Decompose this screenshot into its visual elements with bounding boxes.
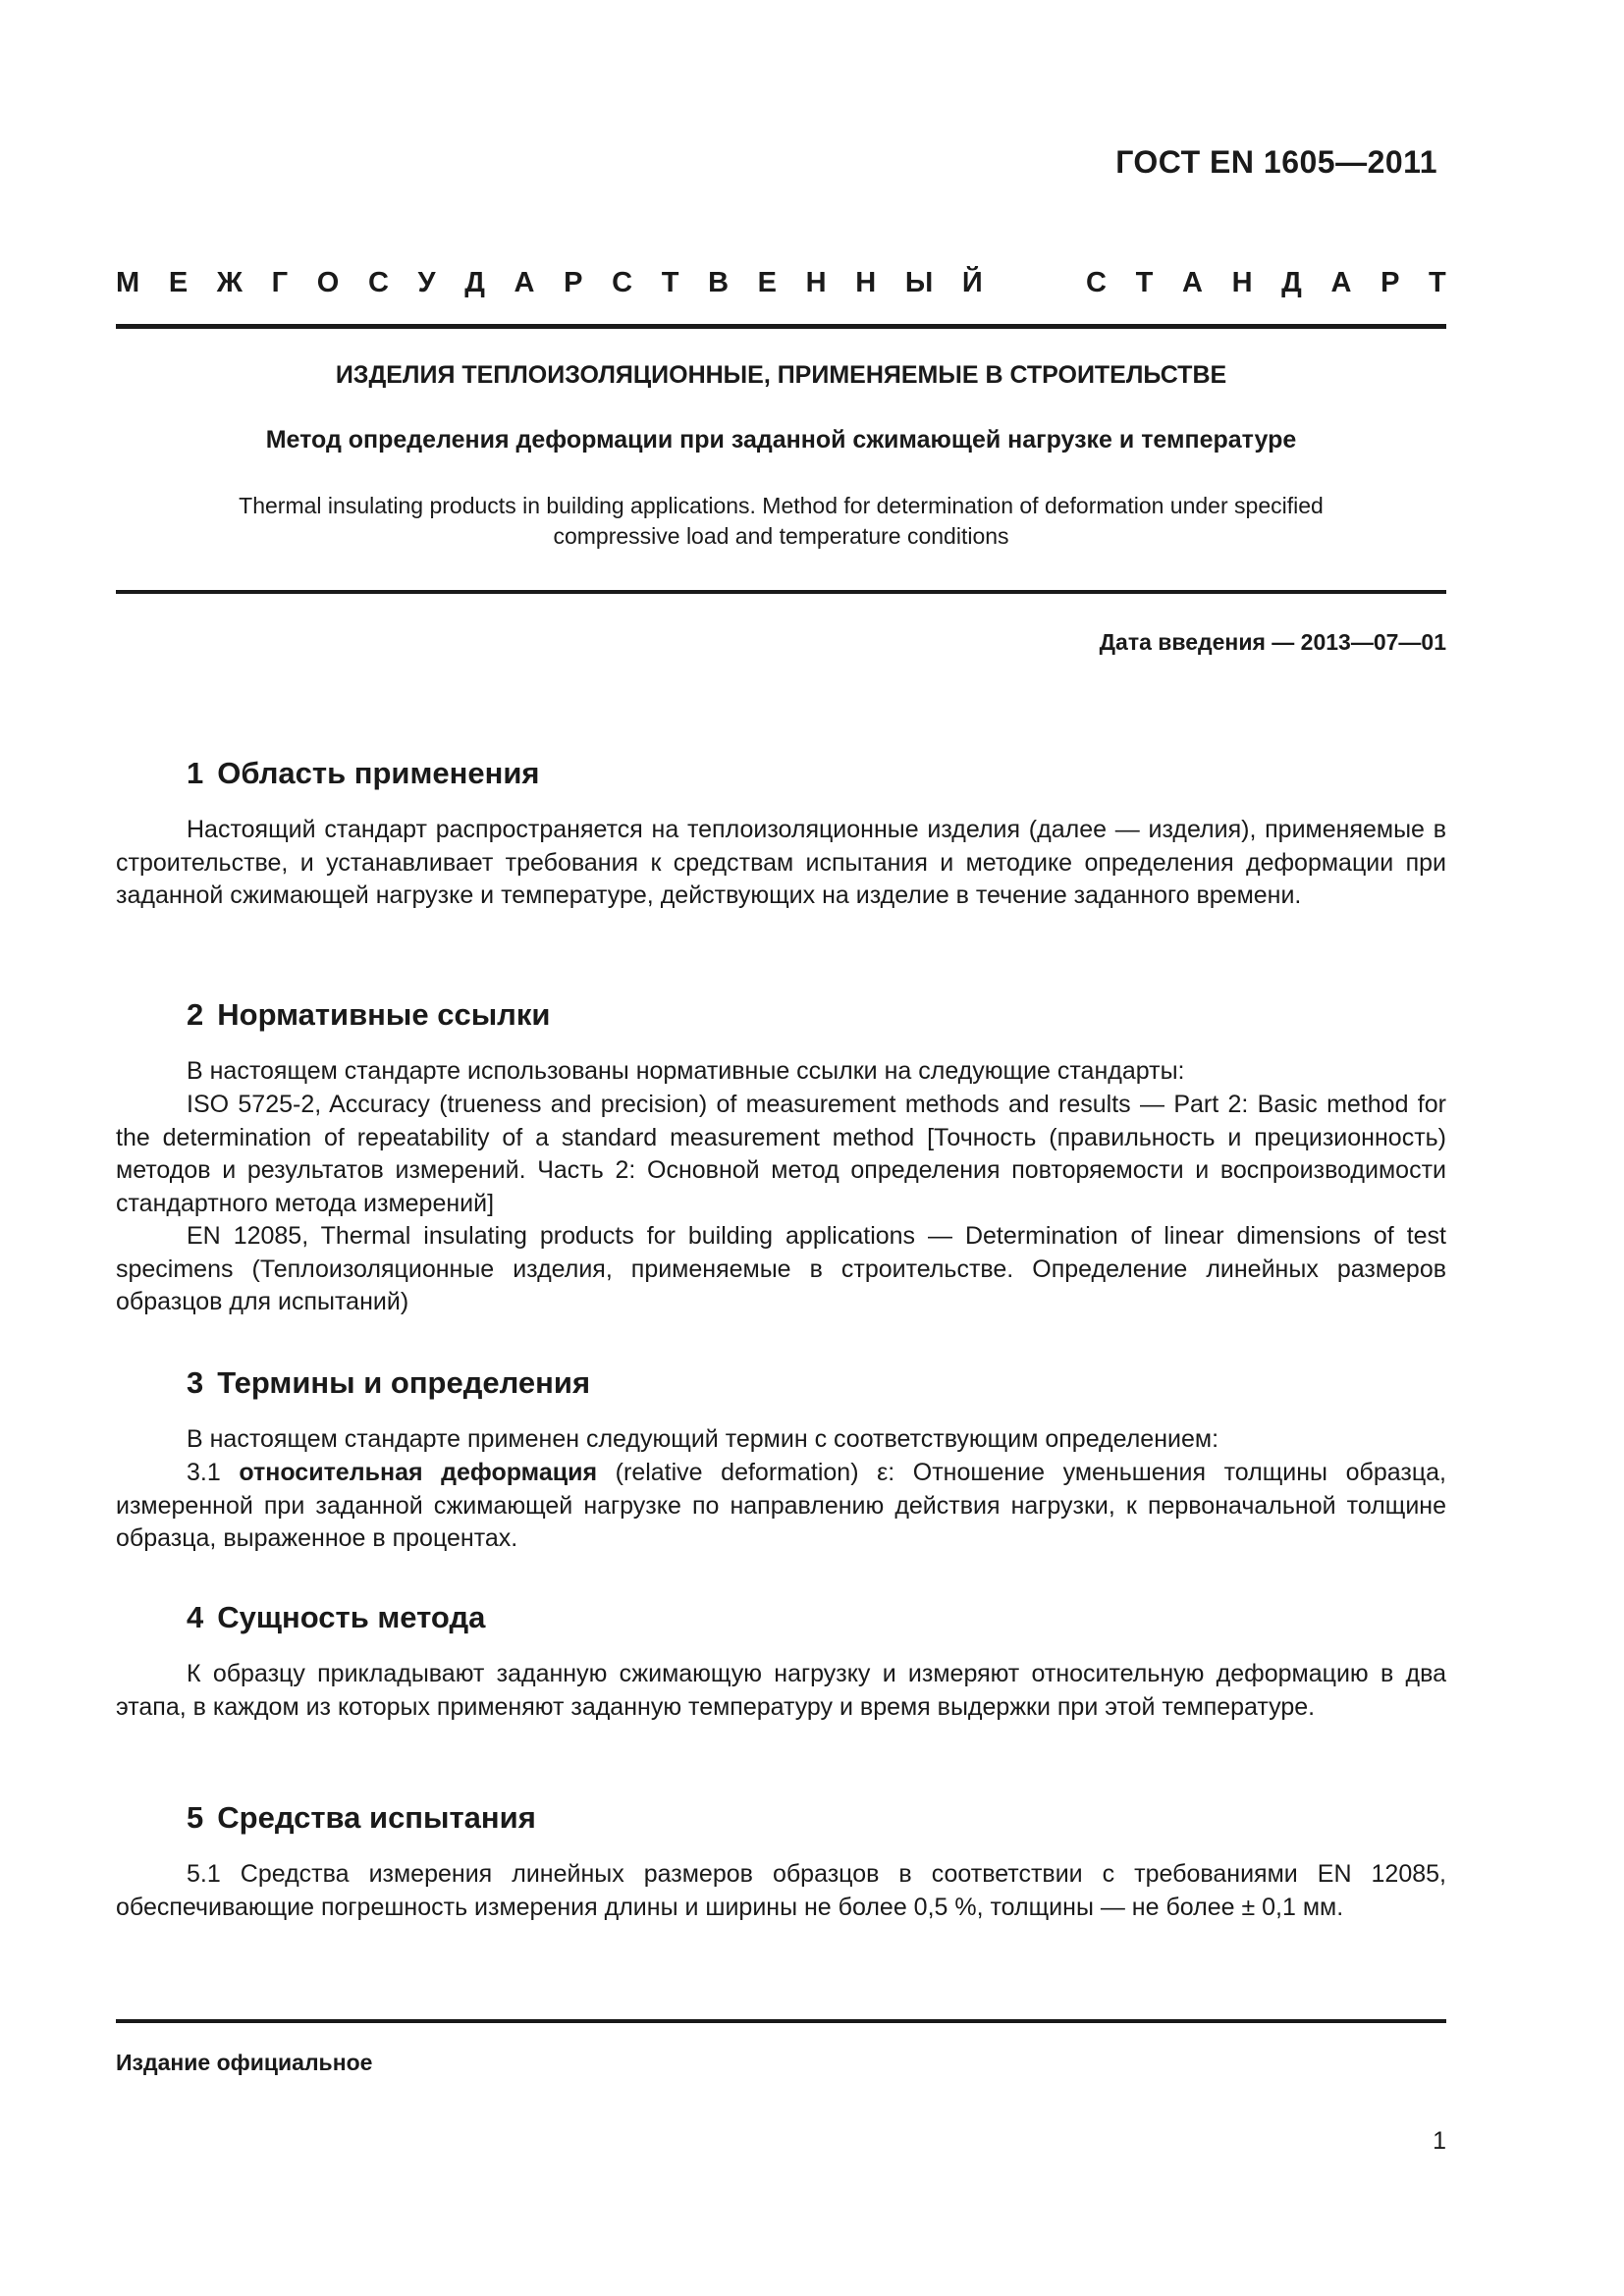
section-heading-method <box>187 1600 485 1635</box>
banner-letter: Е <box>168 266 189 298</box>
banner-letter: Н <box>1231 266 1253 298</box>
banner-letter: А <box>1330 266 1352 298</box>
section-number: 3 <box>187 1365 204 1400</box>
banner-letter: У <box>417 266 436 298</box>
section-title: Термины и определения <box>217 1365 591 1400</box>
banner-letter: Р <box>564 266 583 298</box>
section-number: 4 <box>187 1600 204 1634</box>
banner-letter: Н <box>805 266 827 298</box>
section-title: Область применения <box>217 756 540 790</box>
english-title-line: Thermal insulating products in building applications. Method for determination of deformation under specified <box>239 493 1324 518</box>
section-number: 5 <box>187 1800 204 1835</box>
official-edition-label: Издание официальное <box>116 2050 373 2075</box>
banner-letter: Т <box>661 266 679 298</box>
document-number: ГОСТ EN 1605—2011 <box>1115 144 1437 180</box>
header-divider <box>116 324 1446 329</box>
paragraph: EN 12085, Thermal insulating products for building applications — Determination of linear dimensions of test specimens (Теплоизоляционные изделия, применяемые в строительстве. Определение линейных размеров образцов для испытаний) <box>116 1222 1446 1315</box>
banner-letter: С <box>1086 266 1107 298</box>
definition-text: (relative deformation) ε: Отношение уменьшения толщины образца, измеренной при заданной сжимающей нагрузке по направлению действия нагрузки, к первоначальной толщине образца, выраженное в процентах. <box>116 1459 1446 1552</box>
banner-letter: О <box>316 266 340 298</box>
paragraph: 5.1 Средства измерения линейных размеров образцов в соответствии с требованиями EN 12085, обеспечивающие погрешность измерения длины и ширины не более 0,5 %, толщины — не более ± 0,1 мм. <box>116 1860 1446 1921</box>
section-heading-apparatus <box>187 1800 536 1836</box>
section-heading-scope <box>187 756 540 791</box>
interstate-standard-banner <box>116 265 1446 300</box>
banner-letter: А <box>514 266 535 298</box>
banner-letter: Ы <box>904 266 934 298</box>
section-number: 1 <box>187 756 204 790</box>
term-definition <box>116 1457 1446 1556</box>
document-title: ИЗДЕЛИЯ ТЕПЛОИЗОЛЯЦИОННЫЕ, ПРИМЕНЯЕМЫЕ В СТРОИТЕЛЬСТВЕ <box>335 361 1227 389</box>
banner-letter: Й <box>961 266 983 298</box>
banner-letter: М <box>116 266 140 298</box>
defined-term: относительная деформация <box>239 1459 598 1486</box>
section-title: Сущность метода <box>217 1600 486 1634</box>
banner-letter: Ж <box>216 266 244 298</box>
banner-letter: Д <box>464 266 485 298</box>
document-subtitle: Метод определения деформации при заданной сжимающей нагрузке и температуре <box>265 426 1297 454</box>
banner-letter: А <box>1181 266 1203 298</box>
banner-letter: С <box>367 266 389 298</box>
banner-letter: Т <box>1429 266 1446 298</box>
section-heading-normative-references <box>187 997 550 1033</box>
section-number: 2 <box>187 997 204 1032</box>
section-heading-terms <box>187 1365 590 1401</box>
paragraph: В настоящем стандарте применен следующий термин с соответствующим определением: <box>187 1425 1219 1453</box>
title-divider <box>116 590 1446 594</box>
introduction-date: Дата введения — 2013—07—01 <box>1099 629 1446 655</box>
section-title: Средства испытания <box>217 1800 536 1835</box>
clause-number: 3.1 <box>187 1459 221 1486</box>
banner-letter: Е <box>757 266 778 298</box>
banner-letter: В <box>708 266 730 298</box>
section-title: Нормативные ссылки <box>217 997 551 1032</box>
footer-divider <box>116 2019 1446 2023</box>
paragraph: В настоящем стандарте использованы нормативные ссылки на следующие стандарты: <box>187 1057 1185 1085</box>
paragraph: ISO 5725-2, Accuracy (trueness and precision) of measurement methods and results — Part 2: Basic method for the determination of repeatability of a standard measurement method [Точность (правильность и прецизионность) методов и результатов измерений. Часть 2: Основной метод определения повторяемости и воспроизводимости стандартного метода измерений] <box>116 1091 1446 1217</box>
paragraph: Настоящий стандарт распространяется на теплоизоляционные изделия (далее — изделия), применяемые в строительстве, и устанавливает требования к средствам испытания и методике определения деформации при заданной сжимающей нагрузке и температуре, действующих на изделие в течение заданного времени. <box>116 816 1446 909</box>
banner-letter: Н <box>855 266 877 298</box>
page-number: 1 <box>1433 2127 1446 2155</box>
banner-letter: Р <box>1380 266 1400 298</box>
english-title <box>116 491 1446 552</box>
banner-letter: Т <box>1135 266 1154 298</box>
banner-letter: Д <box>1281 266 1302 298</box>
english-title-line: compressive load and temperature conditions <box>553 523 1009 549</box>
banner-letter: С <box>612 266 633 298</box>
paragraph: К образцу прикладывают заданную сжимающую нагрузку и измеряют относительную деформацию в два этапа, в каждом из которых применяют заданную температуру и время выдержки при этой температуре. <box>116 1660 1446 1721</box>
banner-letter: Г <box>271 266 289 298</box>
